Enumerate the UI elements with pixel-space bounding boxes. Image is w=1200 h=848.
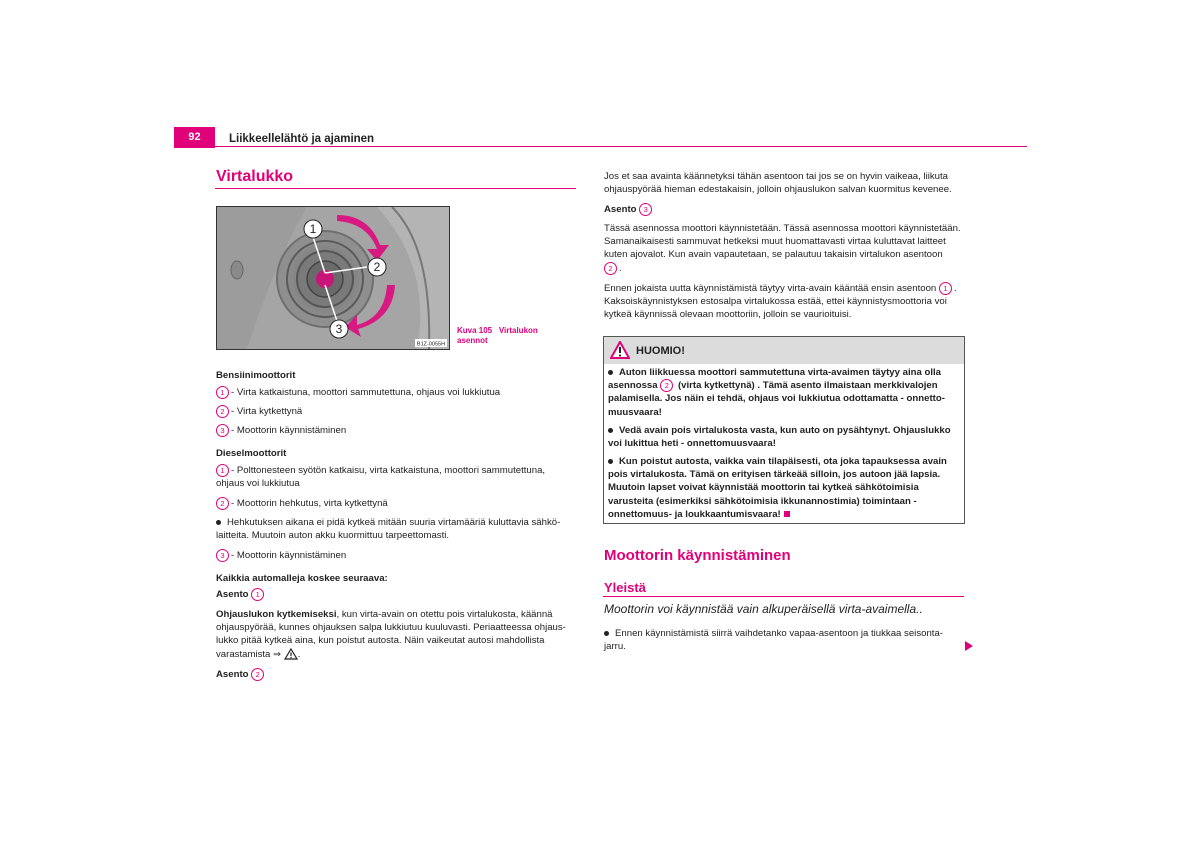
position-number: 2 (216, 405, 229, 418)
position-2-heading (216, 668, 266, 681)
page-number: 92 (188, 131, 201, 143)
ignition-lock-figure (216, 206, 450, 350)
position-number: 3 (216, 424, 229, 437)
warning-bullet-2 (608, 424, 951, 450)
header-rule (215, 146, 1027, 147)
diesel-item-2-text: - Moottorin hehkutus, virta kytkettynä (231, 498, 388, 510)
position-number: 2 (216, 497, 229, 510)
warning-b3-line-3: Muutoin lapset voivat käynnistää moottorin tai kytkeä sähkötoimisia (608, 482, 919, 494)
bullet-icon (608, 428, 613, 433)
diesel-item-1 (216, 464, 545, 490)
position-number: 2 (604, 262, 617, 275)
section-heading-rule (215, 188, 576, 189)
bullet-icon (604, 631, 609, 636)
ignition-lock-illustration (217, 207, 449, 349)
p1-line-2: ohjauspyörää hieman edestakaisin, jolloin ohjauslukon salvan kuormitus kevenee. (604, 184, 952, 196)
figure-callout-3: 3 (335, 322, 343, 336)
p3-line-1: Ennen jokaista uutta käynnistämistä täytyy virta-avain kääntää ensin asentoon (604, 283, 937, 295)
figure-callout-2: 2 (373, 260, 381, 274)
warning-b3-line-1: Kun poistut autosta, vaikka vain tilapäisesti, ota joka tapauksessa avain (619, 456, 947, 467)
warning-b1-line-2a: asennossa (608, 380, 658, 392)
warning-b1-line-4: muusvaara! (608, 406, 662, 418)
steering-lock-line-1: , kun virta-avain on otettu pois virtalukosta, käännä (336, 609, 553, 620)
all-models-heading: Kaikkia automalleja koskee seuraava: (216, 573, 388, 584)
position-number: 3 (216, 549, 229, 562)
neutral-note-line-2: jarru. (604, 641, 626, 653)
running-header-title: Liikkeellelähtö ja ajaminen (229, 133, 375, 145)
right-paragraph-3: Ennen jokaista uutta käynnistämistä täytyy virta-avain kääntää ensin asentoon 1 . Kaksoiskäynnistyksen estosalpa virtalukossa estää, ettei käynnistysmoottoria voi kytkeä käynnissä olevaan moottoriin, jolloin se vaurioituisi. (604, 283, 957, 321)
section-heading-virtalukko: Virtalukko (216, 168, 294, 185)
continue-arrow-icon (965, 641, 973, 651)
warning-b3-line-2: pois virtalukosta. Tämä on erityisen tärkeää silloin, jos autoon jää lapsia. (608, 469, 941, 481)
intro-lead: Moottorin voi käynnistää vain alkuperäisellä virta-avaimella.. (604, 602, 923, 616)
warning-b3-line-4: varusteita (esimerkiksi sähkötoimisia ikkunannostimia) toimintaan - (608, 495, 917, 507)
diesel-item-2 (216, 497, 388, 510)
position-number: 1 (939, 282, 952, 295)
petrol-item-3 (216, 424, 346, 437)
petrol-item-2 (216, 405, 302, 418)
position-3-heading (604, 203, 654, 216)
warning-title: HUOMIO! (636, 345, 685, 357)
position-number: 2 (251, 668, 264, 681)
steering-lock-line-4: varastamista ⇒ (216, 648, 282, 660)
subheading-general: Yleistä (604, 580, 646, 595)
figure-caption-text-1: Virtalukon (498, 326, 538, 335)
p2-line-3: kuten ajovalot. Kun avain vapautetaan, se palautuu takaisin virtalukon asentoon (604, 249, 943, 261)
diesel-item-1-line-2: ohjaus voi lukkiutua (216, 478, 300, 490)
warning-b2-line-2: voi lukittua heti - onnettomuusvaara! (608, 438, 776, 450)
figure-code: B1Z-0055H (416, 341, 446, 348)
warning-bullet-1 (608, 366, 945, 419)
petrol-item-text: - Virta katkaistuna, moottori sammutettuna, ohjaus voi lukkiutua (231, 387, 501, 399)
p3-line-3: kytkeä käynnissä olevaan moottoriin, jolloin se vaurioituisi. (604, 309, 852, 321)
p1-line-1: Jos et saa avainta käännetyksi tähän asentoon tai jos se on hyvin vaikeaa, liikuta (604, 171, 948, 182)
position-number: 2 (660, 379, 673, 392)
steering-lock-paragraph: Ohjauslukon kytkemiseksi, kun virta-avain on otettu pois virtalukosta, käännä ohjauspyörää, kunnes ohjauksen salpa lukkiutuu kuuluvasti. Periaatteessa ohjaus- lukko pitää kytkeä aina, kun poistut autosta. Näin vaikeutat autosi mahdollista varastamista ⇒ . (216, 609, 566, 660)
section-heading-engine-start: Moottorin käynnistäminen (604, 547, 791, 564)
warning-b1-line-2b: (virta kytkettynä) . Tämä asento ilmaistaan merkkivalojen (677, 380, 938, 392)
figure-caption-text-2: asennot (457, 336, 488, 345)
neutral-note-line-1: Ennen käynnistämistä siirrä vaihdetanko vapaa-asentoon ja tiukkaa seisonta- (615, 628, 943, 639)
petrol-item-1 (216, 386, 500, 399)
bullet-icon (608, 370, 613, 375)
diesel-item-3-text: - Moottorin käynnistäminen (231, 550, 347, 562)
diesel-note-line-2: laitteita. Muutoin auton akku kuormittuu tarpeettomasti. (216, 530, 450, 542)
petrol-engines-heading: Bensiinimoottorit (216, 370, 296, 381)
warning-b1-line-1: Auton liikkuessa moottori sammutettuna virta-avaimen täytyy aina olla (619, 367, 942, 378)
position-number: 1 (216, 464, 229, 477)
figure-caption-label: Kuva 105 (457, 326, 493, 335)
warning-bullet-3 (608, 455, 947, 521)
subheading-rule (603, 596, 964, 597)
bullet-icon (216, 520, 221, 525)
warning-b2-line-1: Vedä avain pois virtalukosta vasta, kun auto on pysähtynyt. Ohjauslukko (619, 425, 951, 436)
position-number: 1 (216, 386, 229, 399)
steering-lock-bold: Ohjauslukon kytkemiseksi (216, 609, 337, 620)
diesel-preheat-note (216, 516, 560, 542)
position-number: 1 (251, 588, 264, 601)
bullet-icon (608, 459, 613, 464)
position-label: Asento (216, 589, 249, 601)
steering-lock-line-3: lukko pitää kytkeä aina, kun poistut autosta. Näin vaikeutat autosi mahdollista (216, 635, 545, 647)
steering-lock-line-2: ohjauspyörää, kunnes ohjauksen salpa lukkiutuu kuuluvasti. Periaatteessa ohjaus- (216, 622, 566, 634)
warning-triangle-icon (284, 648, 298, 660)
figure-callout-1: 1 (309, 222, 317, 236)
warning-b3-line-5: onnettomuus- ja loukkaantumisvaara! (608, 508, 781, 520)
figure-caption (457, 326, 538, 346)
neutral-gear-note (604, 627, 943, 653)
warning-b1-line-3: palamisella. Jos näin ei tehdä, ohjaus voi lukkiutua odottamatta - onnetto- (608, 393, 945, 405)
diesel-item-3 (216, 549, 346, 562)
position-label: Asento (216, 669, 249, 681)
end-of-section-icon (784, 511, 790, 517)
p2-line-2: Samanaikaisesti sammuvat hetkeksi muut huomattavasti virtaa kuluttavat laitteet (604, 236, 946, 248)
petrol-item-text: - Virta kytkettynä (231, 406, 303, 418)
position-1-heading (216, 588, 266, 601)
right-paragraph-2: Tässä asennossa moottori käynnistetään. Tässä asennossa moottori käynnistetään. Samanaikaisesti sammuvat hetkeksi muut huomattavasti virtaa kuluttavat laitteet kuten ajovalot. Kun avain vapautetaan, se palautuu takaisin virtalukon asentoon 2 . (604, 223, 961, 274)
warning-triangle-icon (610, 341, 630, 359)
p3-line-2: Kaksoiskäynnistyksen estosalpa virtalukossa estää, ettei käynnistysmoottoria voi (604, 296, 947, 308)
diesel-item-1-line-1: - Polttonesteen syötön katkaisu, virta katkaistuna, moottori sammutettuna, (231, 465, 546, 477)
p2-line-1: Tässä asennossa moottori käynnistetään. Tässä asennossa moottori käynnistetään. (604, 223, 961, 234)
diesel-engines-heading: Dieselmoottorit (216, 448, 287, 459)
position-number: 3 (639, 203, 652, 216)
diesel-note-line-1: Hehkutuksen aikana ei pidä kytkeä mitään suuria virtamääriä kuluttavia sähkö- (227, 517, 561, 528)
position-label: Asento (604, 204, 637, 216)
petrol-item-text: - Moottorin käynnistäminen (231, 425, 347, 437)
right-paragraph-1 (604, 170, 952, 196)
